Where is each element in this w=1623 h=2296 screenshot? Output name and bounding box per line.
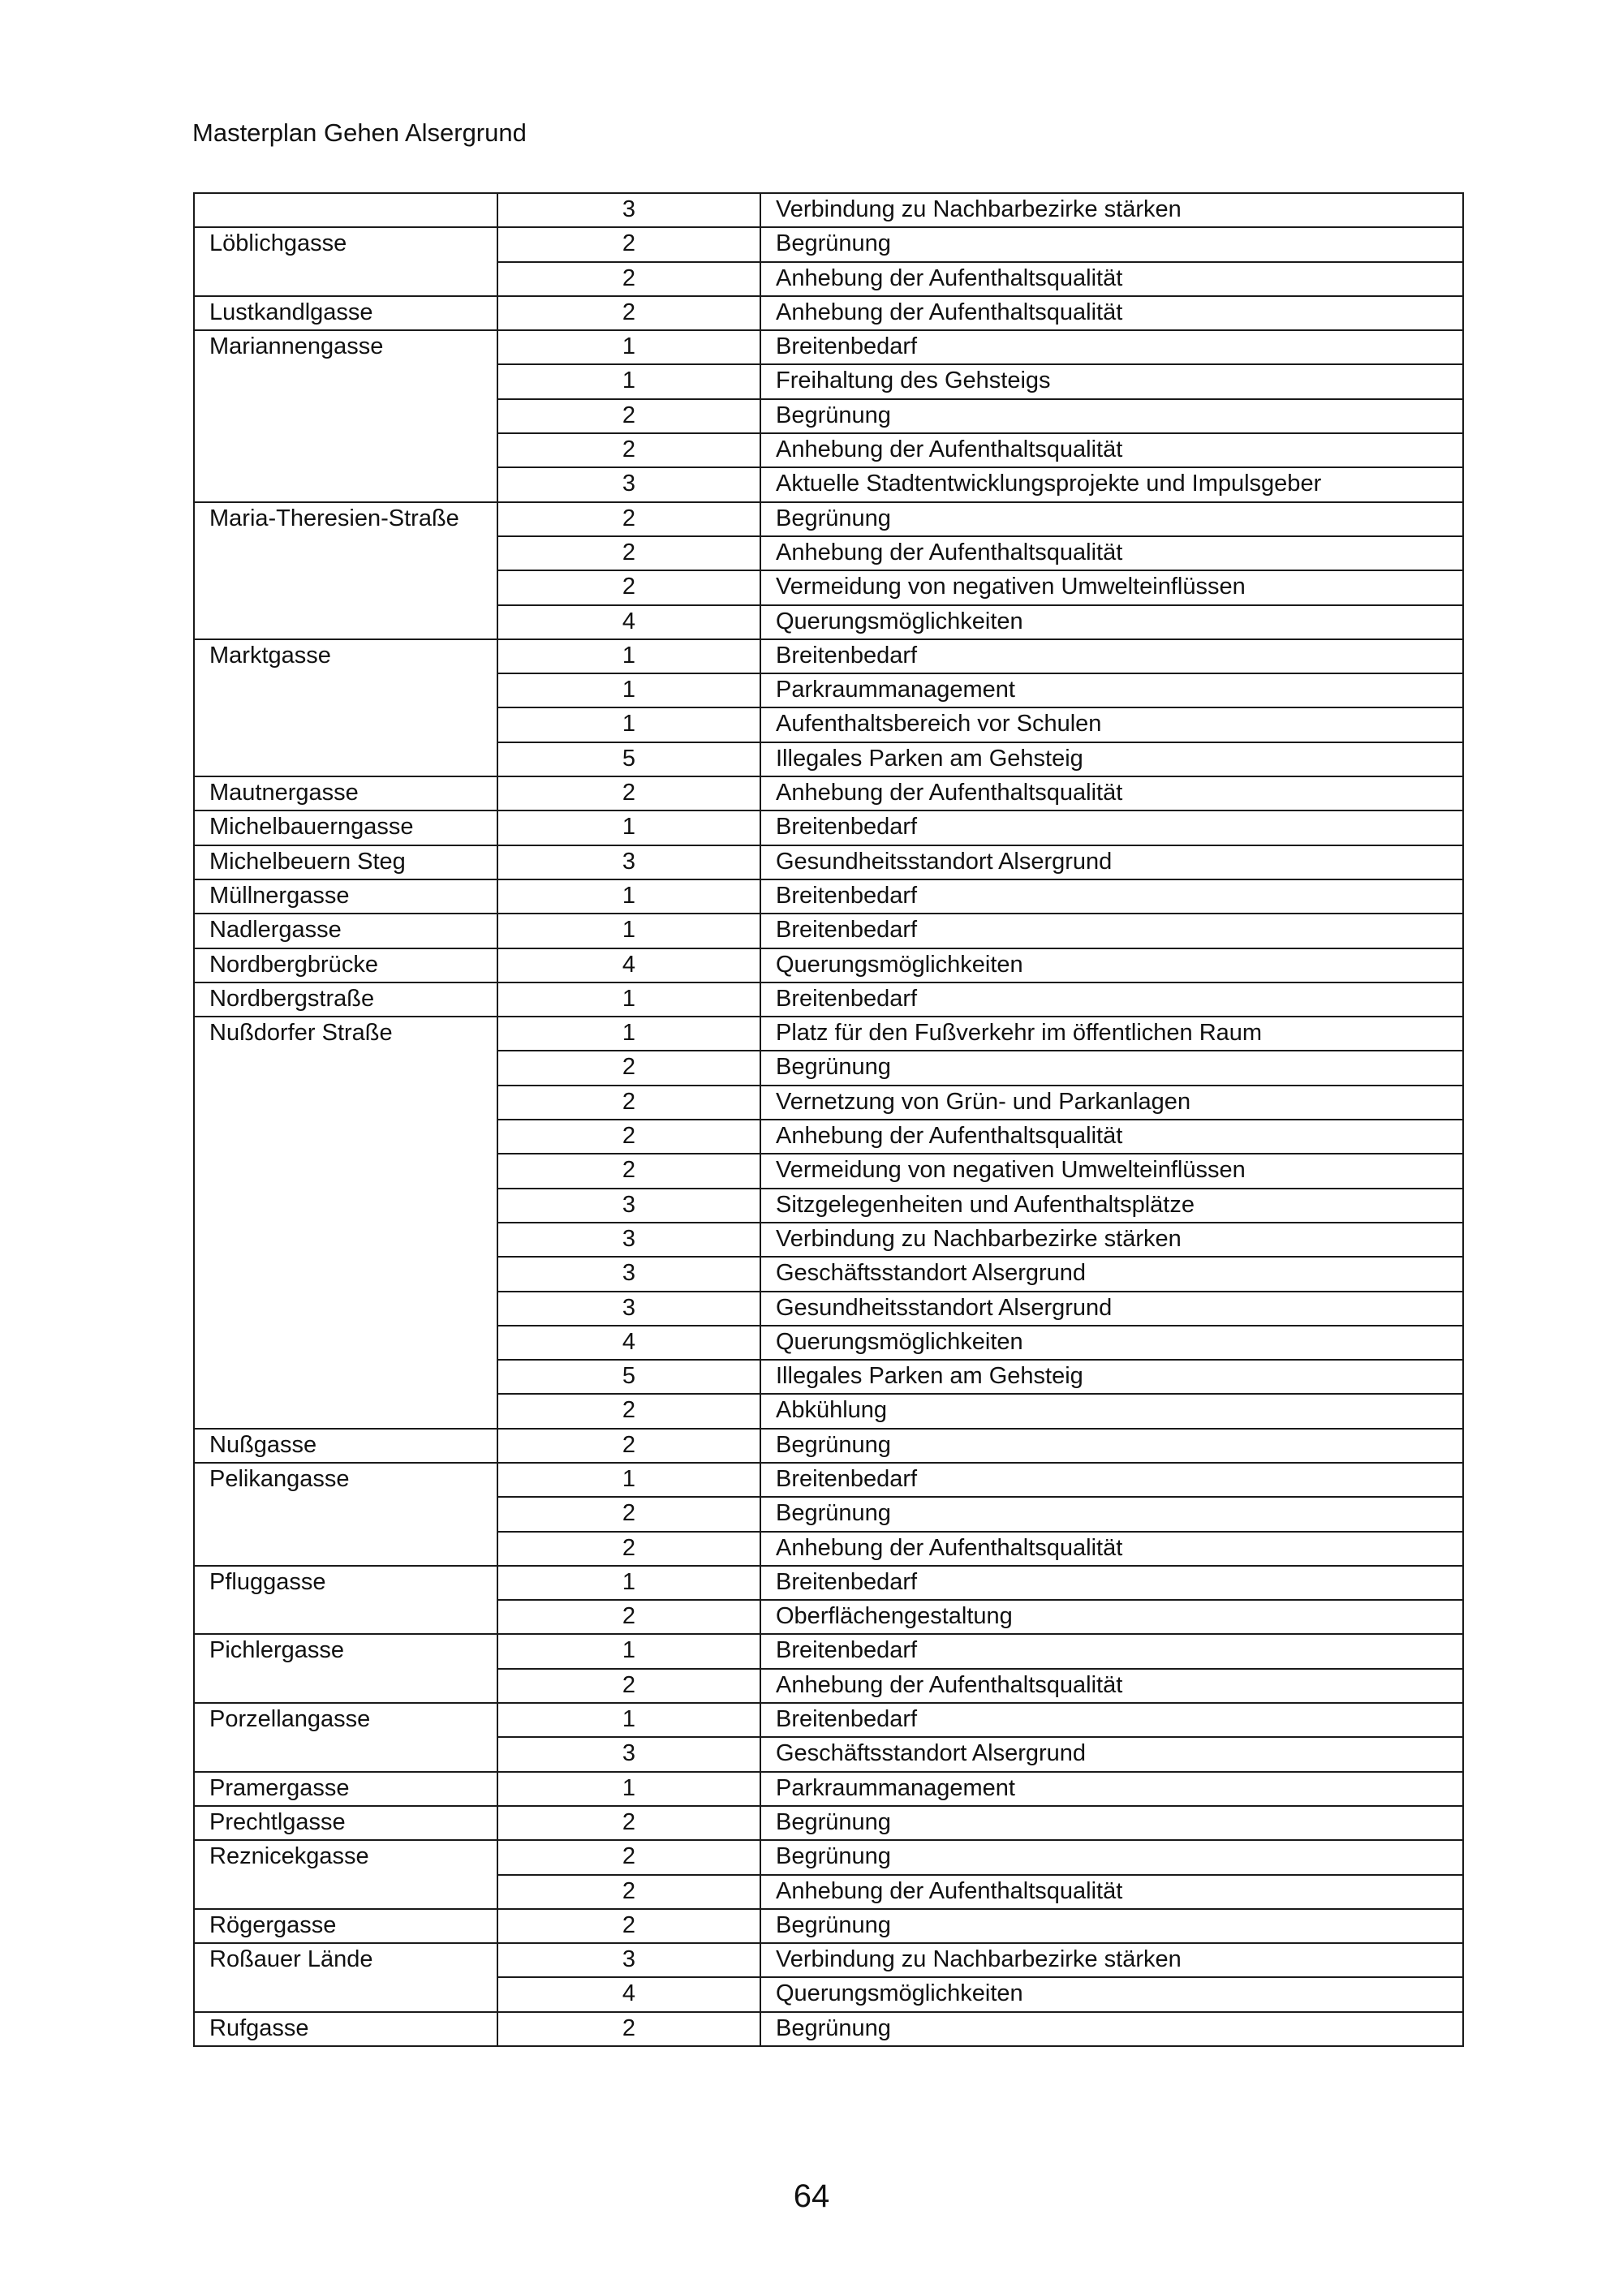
measure-cell: Anhebung der Aufenthaltsqualität [760, 1120, 1463, 1154]
table-row [194, 948, 1463, 982]
table-row [194, 1566, 1463, 1600]
priority-cell: 2 [497, 1497, 760, 1531]
priority-cell: 3 [497, 1223, 760, 1257]
street-name-cell: Maria-Theresien-Straße [194, 502, 497, 639]
measure-cell: Begrünung [760, 502, 1463, 536]
measure-cell: Abkühlung [760, 1394, 1463, 1428]
priority-cell: 2 [497, 1154, 760, 1188]
measure-cell: Begrünung [760, 1051, 1463, 1085]
measure-cell: Illegales Parken am Gehsteig [760, 1360, 1463, 1394]
street-name-cell: Pfluggasse [194, 1566, 497, 1635]
measure-cell: Sitzgelegenheiten und Aufenthaltsplätze [760, 1189, 1463, 1223]
street-name-cell: Porzellangasse [194, 1703, 497, 1772]
street-name-cell: Michelbeuern Steg [194, 845, 497, 879]
measure-cell: Gesundheitsstandort Alsergrund [760, 845, 1463, 879]
street-name-cell: Löblichgasse [194, 227, 497, 296]
priority-cell: 2 [497, 1086, 760, 1120]
table-row [194, 982, 1463, 1017]
priority-cell: 2 [497, 1600, 760, 1634]
priority-cell: 2 [497, 1120, 760, 1154]
measure-cell: Platz für den Fußverkehr im öffentlichen Raum [760, 1017, 1463, 1051]
measure-cell: Begrünung [760, 1497, 1463, 1531]
measures-table-body [194, 193, 1463, 2046]
priority-cell: 3 [497, 1257, 760, 1291]
table-row [194, 1943, 1463, 1977]
priority-cell: 1 [497, 914, 760, 948]
priority-cell: 2 [497, 1909, 760, 1943]
measure-cell: Begrünung [760, 399, 1463, 433]
priority-cell: 2 [497, 262, 760, 296]
measure-cell: Anhebung der Aufenthaltsqualität [760, 536, 1463, 570]
table-row [194, 1703, 1463, 1737]
priority-cell: 2 [497, 1840, 760, 1874]
table-row [194, 1840, 1463, 1874]
measure-cell: Verbindung zu Nachbarbezirke stärken [760, 1943, 1463, 1977]
priority-cell: 2 [497, 1532, 760, 1566]
measure-cell: Querungsmöglichkeiten [760, 605, 1463, 639]
priority-cell: 1 [497, 673, 760, 707]
priority-cell: 3 [497, 193, 760, 227]
priority-cell: 2 [497, 1806, 760, 1840]
measure-cell: Oberflächengestaltung [760, 1600, 1463, 1634]
measure-cell: Begrünung [760, 1806, 1463, 1840]
priority-cell: 3 [497, 467, 760, 501]
priority-cell: 3 [497, 1737, 760, 1771]
measure-cell: Vermeidung von negativen Umwelteinflüssen [760, 1154, 1463, 1188]
table-row [194, 810, 1463, 845]
table-row [194, 330, 1463, 364]
table-row [194, 845, 1463, 879]
measure-cell: Begrünung [760, 1909, 1463, 1943]
street-name-cell [194, 193, 497, 227]
street-name-cell: Prechtlgasse [194, 1806, 497, 1840]
measure-cell: Vermeidung von negativen Umwelteinflüssen [760, 570, 1463, 604]
street-name-cell: Müllnergasse [194, 879, 497, 914]
street-name-cell: Michelbauerngasse [194, 810, 497, 845]
measure-cell: Breitenbedarf [760, 914, 1463, 948]
priority-cell: 2 [497, 1429, 760, 1463]
page-header-title: Masterplan Gehen Alsergrund [192, 118, 527, 147]
table-row [194, 227, 1463, 261]
street-name-cell: Pichlergasse [194, 1634, 497, 1703]
priority-cell: 1 [497, 810, 760, 845]
priority-cell: 2 [497, 502, 760, 536]
measure-cell: Verbindung zu Nachbarbezirke stärken [760, 1223, 1463, 1257]
measure-cell: Anhebung der Aufenthaltsqualität [760, 262, 1463, 296]
street-name-cell: Pelikangasse [194, 1463, 497, 1566]
measure-cell: Breitenbedarf [760, 1703, 1463, 1737]
priority-cell: 3 [497, 1943, 760, 1977]
table-row [194, 1909, 1463, 1943]
street-name-cell: Nordbergstraße [194, 982, 497, 1017]
street-name-cell: Lustkandlgasse [194, 296, 497, 330]
measure-cell: Parkraummanagement [760, 1772, 1463, 1806]
measure-cell: Breitenbedarf [760, 330, 1463, 364]
table-row [194, 502, 1463, 536]
priority-cell: 3 [497, 1189, 760, 1223]
priority-cell: 2 [497, 1669, 760, 1703]
measure-cell: Begrünung [760, 1840, 1463, 1874]
table-row [194, 2012, 1463, 2046]
street-name-cell: Nordbergbrücke [194, 948, 497, 982]
measure-cell: Parkraummanagement [760, 673, 1463, 707]
street-name-cell: Mariannengasse [194, 330, 497, 501]
measure-cell: Breitenbedarf [760, 1463, 1463, 1497]
street-name-cell: Nußdorfer Straße [194, 1017, 497, 1429]
measure-cell: Breitenbedarf [760, 639, 1463, 673]
priority-cell: 2 [497, 1051, 760, 1085]
priority-cell: 1 [497, 879, 760, 914]
measure-cell: Breitenbedarf [760, 810, 1463, 845]
measure-cell: Begrünung [760, 1429, 1463, 1463]
table-row [194, 1806, 1463, 1840]
priority-cell: 4 [497, 948, 760, 982]
priority-cell: 1 [497, 1703, 760, 1737]
page-number: 64 [793, 2178, 830, 2214]
priority-cell: 1 [497, 707, 760, 742]
measure-cell: Breitenbedarf [760, 982, 1463, 1017]
priority-cell: 2 [497, 2012, 760, 2046]
measure-cell: Anhebung der Aufenthaltsqualität [760, 433, 1463, 467]
priority-cell: 4 [497, 605, 760, 639]
table-row [194, 879, 1463, 914]
priority-cell: 2 [497, 296, 760, 330]
priority-cell: 1 [497, 1772, 760, 1806]
priority-cell: 2 [497, 1394, 760, 1428]
table-row [194, 639, 1463, 673]
priority-cell: 1 [497, 639, 760, 673]
street-name-cell: Nußgasse [194, 1429, 497, 1463]
measure-cell: Anhebung der Aufenthaltsqualität [760, 1875, 1463, 1909]
priority-cell: 1 [497, 1017, 760, 1051]
measure-cell: Anhebung der Aufenthaltsqualität [760, 296, 1463, 330]
priority-cell: 2 [497, 536, 760, 570]
table-row [194, 1017, 1463, 1051]
measure-cell: Verbindung zu Nachbarbezirke stärken [760, 193, 1463, 227]
measure-cell: Begrünung [760, 227, 1463, 261]
priority-cell: 2 [497, 570, 760, 604]
priority-cell: 4 [497, 1326, 760, 1360]
priority-cell: 2 [497, 776, 760, 810]
street-name-cell: Mautnergasse [194, 776, 497, 810]
priority-cell: 1 [497, 330, 760, 364]
measure-cell: Querungsmöglichkeiten [760, 1977, 1463, 2011]
street-name-cell: Rufgasse [194, 2012, 497, 2046]
measure-cell: Illegales Parken am Gehsteig [760, 742, 1463, 776]
table-row [194, 1429, 1463, 1463]
priority-cell: 1 [497, 1634, 760, 1668]
priority-cell: 3 [497, 845, 760, 879]
measure-cell: Begrünung [760, 2012, 1463, 2046]
measure-cell: Freihaltung des Gehsteigs [760, 364, 1463, 398]
street-name-cell: Marktgasse [194, 639, 497, 776]
priority-cell: 1 [497, 1566, 760, 1600]
measure-cell: Gesundheitsstandort Alsergrund [760, 1292, 1463, 1326]
measure-cell: Querungsmöglichkeiten [760, 948, 1463, 982]
measure-cell: Breitenbedarf [760, 1566, 1463, 1600]
street-name-cell: Pramergasse [194, 1772, 497, 1806]
table-row [194, 1634, 1463, 1668]
table-row [194, 1772, 1463, 1806]
priority-cell: 2 [497, 399, 760, 433]
measure-cell: Vernetzung von Grün- und Parkanlagen [760, 1086, 1463, 1120]
priority-cell: 4 [497, 1977, 760, 2011]
street-name-cell: Roßauer Lände [194, 1943, 497, 2012]
table-row [194, 296, 1463, 330]
priority-cell: 1 [497, 1463, 760, 1497]
priority-cell: 5 [497, 1360, 760, 1394]
priority-cell: 1 [497, 364, 760, 398]
table-row [194, 776, 1463, 810]
priority-cell: 2 [497, 227, 760, 261]
measure-cell: Querungsmöglichkeiten [760, 1326, 1463, 1360]
measure-cell: Aufenthaltsbereich vor Schulen [760, 707, 1463, 742]
priority-cell: 2 [497, 1875, 760, 1909]
table-row [194, 914, 1463, 948]
priority-cell: 5 [497, 742, 760, 776]
measure-cell: Anhebung der Aufenthaltsqualität [760, 1669, 1463, 1703]
measure-cell: Breitenbedarf [760, 879, 1463, 914]
priority-cell: 1 [497, 982, 760, 1017]
priority-cell: 3 [497, 1292, 760, 1326]
measure-cell: Breitenbedarf [760, 1634, 1463, 1668]
street-name-cell: Nadlergasse [194, 914, 497, 948]
street-name-cell: Rögergasse [194, 1909, 497, 1943]
table-row [194, 1463, 1463, 1497]
street-name-cell: Reznicekgasse [194, 1840, 497, 1909]
measure-cell: Anhebung der Aufenthaltsqualität [760, 776, 1463, 810]
measure-cell: Geschäftsstandort Alsergrund [760, 1257, 1463, 1291]
measure-cell: Anhebung der Aufenthaltsqualität [760, 1532, 1463, 1566]
measure-cell: Geschäftsstandort Alsergrund [760, 1737, 1463, 1771]
measures-table [193, 192, 1464, 2047]
priority-cell: 2 [497, 433, 760, 467]
measure-cell: Aktuelle Stadtentwicklungsprojekte und Impulsgeber [760, 467, 1463, 501]
table-row [194, 193, 1463, 227]
